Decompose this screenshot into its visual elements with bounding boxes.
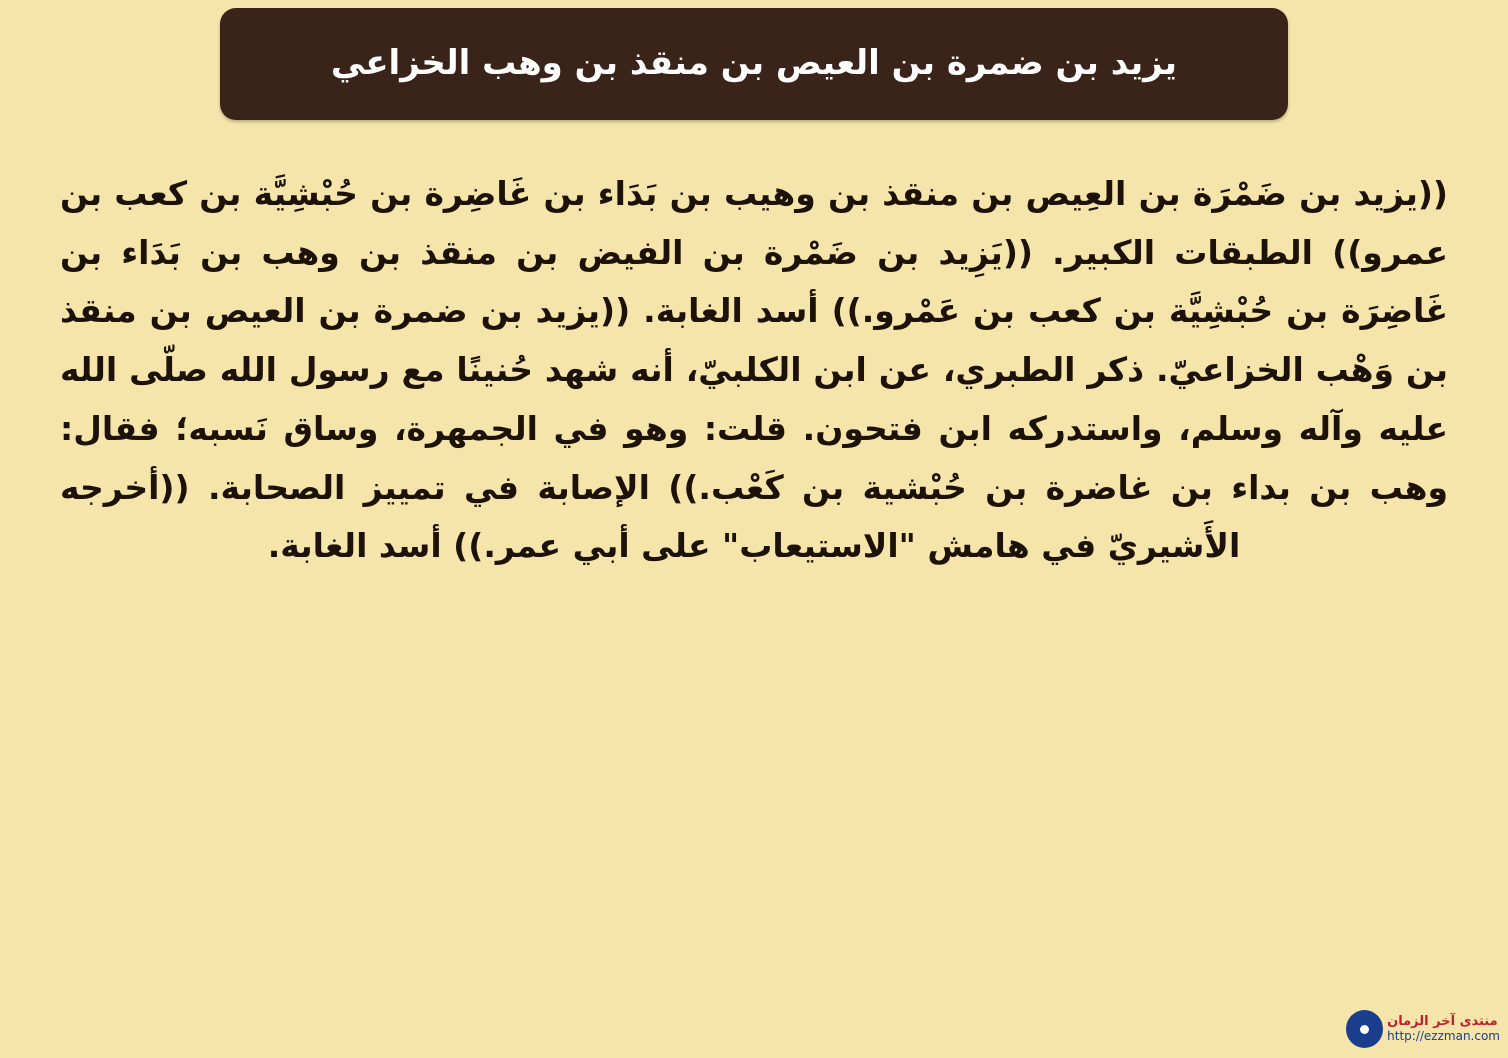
forum-logo-icon <box>1346 1010 1383 1048</box>
document-body <box>60 165 1448 576</box>
document-title-banner <box>220 8 1288 120</box>
page-title: يزيد بن ضمرة بن العيص بن منقذ بن وهب الخزاعي <box>330 43 1178 84</box>
watermark-text <box>1387 1015 1500 1044</box>
watermark-title: منتدى آخر الزمان <box>1387 1013 1498 1029</box>
forum-logo-dot <box>1360 1025 1369 1034</box>
body-paragraph: ((يزيد بن ضَمْرَة بن العِيص بن منقذ بن وهيب بن بَدَاء بن غَاضِرة بن حُبْشِيَّة بن كعب بن عمرو)) الطبقات الكبير. ((يَزِيد بن ضَمْرة بن الفيض بن منقذ بن وهب بن بَدَاء بن غَاضِرَة بن حُبْشِيَّة بن كعب بن عَمْرو.)) أسد الغابة. ((يزيد بن ضمرة بن العيص بن منقذ بن وَهْب الخزاعيّ. ذكر الطبري، عن ابن الكلبيّ، أنه شهد حُنينًا مع رسول الله صلّى الله عليه وآله وسلم، واستدركه ابن فتحون. قلت: وهو في الجمهرة، وساق نَسبه؛ فقال: وهب بن بداء بن غاضرة بن حُبْشية بن كَعْب.)) الإصابة في تمييز الصحابة. ((أخرجه الأَشيريّ في هامش "الاستيعاب" على أبي عمر.)) أسد الغابة. <box>60 174 1448 566</box>
watermark-url[interactable]: http://ezzman.com <box>1387 1028 1500 1043</box>
watermark <box>1340 1006 1500 1052</box>
